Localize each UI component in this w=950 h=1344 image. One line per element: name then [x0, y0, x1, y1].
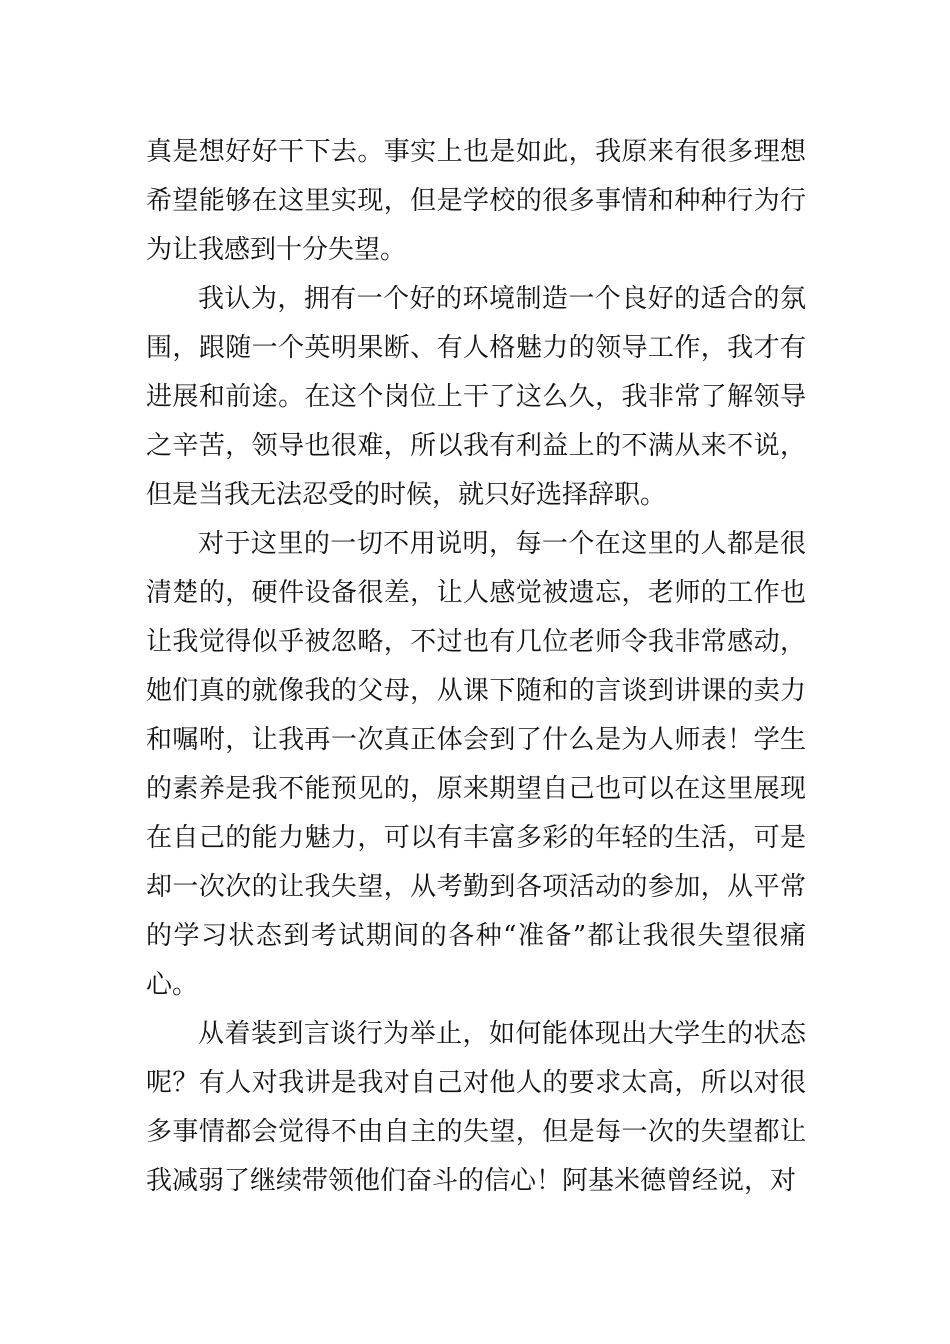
text-line: 却一次次的让我失望，从考勤到各项活动的参加，从平常 — [146, 872, 806, 902]
paragraph — [146, 1010, 806, 1206]
paragraph — [146, 128, 806, 275]
text-line: 呢？有人对我讲是我对自己对他人的要求太高，所以对很 — [146, 1068, 806, 1098]
paragraph — [146, 275, 806, 520]
text-line: 我减弱了继续带领他们奋斗的信心！阿基米德曾经说，对 — [146, 1166, 797, 1196]
text-line: 之辛苦，领导也很难，所以我有利益上的不满从来不说， — [146, 431, 806, 461]
text-line: 多事情都会觉得不由自主的失望，但是每一次的失望都让 — [146, 1117, 806, 1147]
text-line: 的学习状态到考试期间的各种“准备”都让我很失望很痛 — [146, 921, 806, 951]
text-line: 希望能够在这里实现，但是学校的很多事情和种种行为行 — [146, 186, 806, 216]
text-line: 从着装到言谈行为举止，如何能体现出大学生的状态 — [198, 1019, 806, 1049]
text-line: 对于这里的一切不用说明，每一个在这里的人都是很 — [198, 529, 806, 559]
paragraph — [146, 520, 806, 1010]
text-line: 为让我感到十分失望。 — [146, 235, 407, 265]
document-body — [146, 128, 806, 1206]
text-line: 她们真的就像我的父母，从课下随和的言谈到讲课的卖力 — [146, 676, 806, 706]
text-line: 让我觉得似乎被忽略，不过也有几位老师令我非常感动， — [146, 627, 806, 657]
text-line: 清楚的，硬件设备很差，让人感觉被遗忘，老师的工作也 — [146, 578, 806, 608]
text-line: 真是想好好干下去。事实上也是如此，我原来有很多理想 — [146, 137, 806, 167]
text-line: 的素养是我不能预见的，原来期望自己也可以在这里展现 — [146, 774, 806, 804]
text-line: 和嘱咐，让我再一次真正体会到了什么是为人师表！学生 — [146, 725, 806, 755]
text-line: 心。 — [146, 970, 199, 1000]
text-line: 围，跟随一个英明果断、有人格魅力的领导工作，我才有 — [146, 333, 806, 363]
text-line: 在自己的能力魅力，可以有丰富多彩的年轻的生活，可是 — [146, 823, 806, 853]
text-line: 但是当我无法忍受的时候，就只好选择辞职。 — [146, 480, 667, 510]
text-line: 我认为，拥有一个好的环境制造一个良好的适合的氛 — [198, 284, 806, 314]
text-line: 进展和前途。在这个岗位上干了这么久，我非常了解领导 — [146, 382, 806, 412]
